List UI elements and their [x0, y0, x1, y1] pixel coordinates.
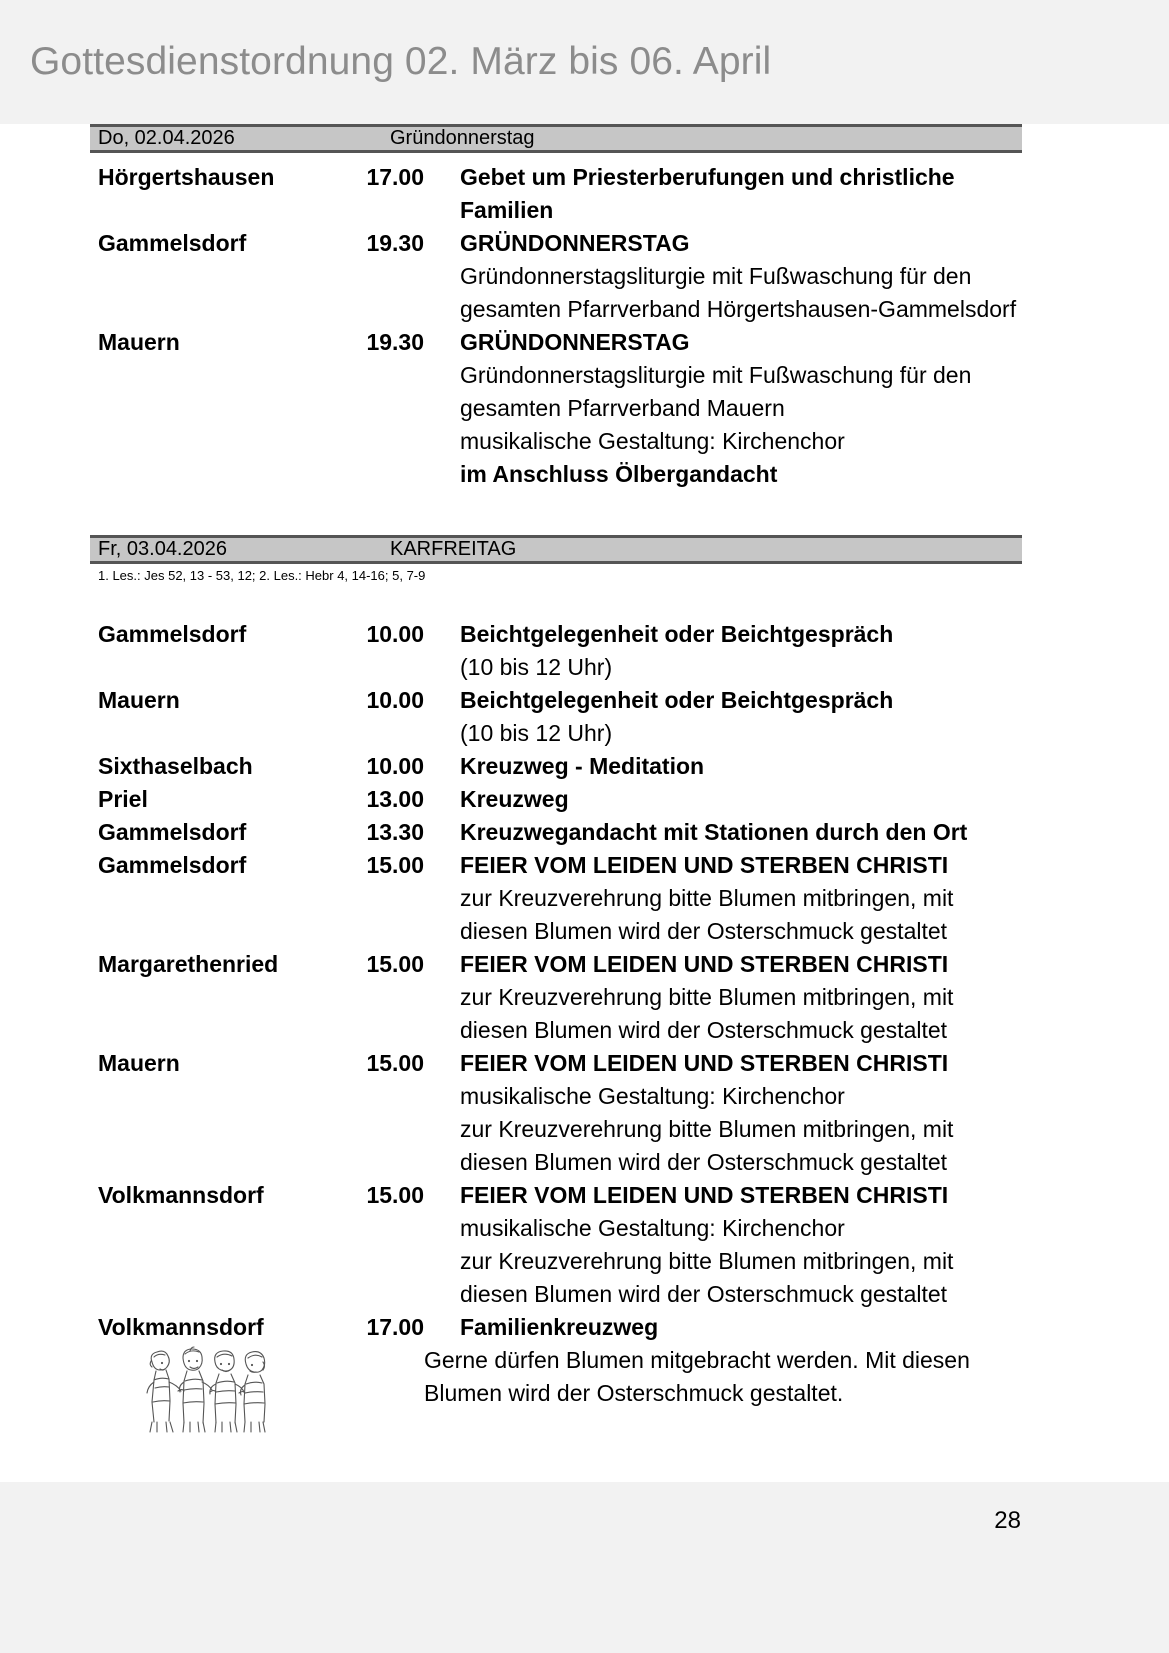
- service-title: Kreuzweg: [460, 785, 569, 812]
- service-time: 19.30: [366, 230, 424, 256]
- service-time: 13.00: [366, 785, 424, 812]
- service-title: Kreuzweg - Meditation: [460, 752, 705, 779]
- service-note: Gerne dürfen Blumen mitgebracht werden. Mit diesen Blumen wird der Osterschmuck gestaltet.: [424, 1346, 970, 1406]
- children-group-illustration: [138, 1344, 266, 1440]
- page-number: 28: [994, 1507, 1021, 1534]
- service-row: [90, 684, 1022, 750]
- service-place: Mauern: [98, 686, 180, 713]
- service-time: 17.00: [366, 164, 424, 190]
- service-place: Gammelsdorf: [98, 620, 247, 647]
- service-place: Gammelsdorf: [98, 818, 247, 845]
- service-title: FEIER VOM LEIDEN UND STERBEN CHRISTI: [460, 1049, 949, 1076]
- service-place: Hörgertshausen: [98, 164, 275, 190]
- service-row: [90, 783, 1022, 816]
- service-place: Margarethenried: [98, 950, 279, 977]
- service-row: [90, 948, 1022, 1047]
- service-detail: [424, 948, 1022, 1047]
- service-detail: [424, 326, 1022, 491]
- document-body: [0, 124, 1169, 1440]
- spacer: [90, 491, 1022, 535]
- day-header-bar: [90, 535, 1022, 564]
- service-detail: [424, 161, 1022, 227]
- service-place: Volkmannsdorf: [98, 1313, 264, 1340]
- service-detail: [424, 1311, 1022, 1344]
- service-place: Mauern: [98, 329, 180, 355]
- spacer: [90, 584, 1022, 618]
- service-bold-note: im Anschluss Ölbergandacht: [460, 461, 778, 487]
- service-note: musikalische Gestaltung: Kirchenchor: [460, 1082, 845, 1109]
- service-row: [90, 161, 1022, 227]
- service-title: FEIER VOM LEIDEN UND STERBEN CHRISTI: [460, 950, 949, 977]
- service-time: 15.00: [366, 950, 424, 977]
- service-time: 17.00: [366, 1313, 424, 1340]
- day-header-bar: [90, 124, 1022, 153]
- page-footer: [0, 1482, 1169, 1653]
- service-note: (10 bis 12 Uhr): [460, 719, 613, 746]
- service-place: Volkmannsdorf: [98, 1181, 264, 1208]
- service-title: FEIER VOM LEIDEN UND STERBEN CHRISTI: [460, 851, 949, 878]
- service-row: [90, 1311, 1022, 1344]
- service-note: musikalische Gestaltung: Kirchenchor: [460, 1214, 845, 1241]
- service-detail: [424, 1047, 1022, 1179]
- service-time: 15.00: [366, 1049, 424, 1076]
- service-title: Gebet um Priesterberufungen und christliche Familien: [460, 164, 955, 223]
- illustration-column: [90, 1344, 424, 1440]
- service-row: [90, 849, 1022, 948]
- service-note: zur Kreuzverehrung bitte Blumen mitbringen, mit diesen Blumen wird der Osterschmuck gestaltet: [460, 884, 954, 944]
- service-detail: [424, 684, 1022, 750]
- service-title: Kreuzwegandacht mit Stationen durch den Ort: [460, 818, 968, 845]
- service-detail: [424, 227, 1022, 326]
- service-note: Gründonnerstagsliturgie mit Fußwaschung für den gesamten Pfarrverband Hörgertshausen-Gammelsdorf: [460, 263, 1017, 322]
- service-detail: [424, 783, 1022, 816]
- day-date: Do, 02.04.2026: [98, 127, 235, 149]
- service-title: FEIER VOM LEIDEN UND STERBEN CHRISTI: [460, 1181, 949, 1208]
- service-title: GRÜNDONNERSTAG: [460, 230, 690, 256]
- service-detail: [424, 816, 1022, 849]
- day-readings: 1. Les.: Jes 52, 13 - 53, 12; 2. Les.: Hebr 4, 14-16; 5, 7-9: [98, 568, 426, 583]
- service-row: [90, 816, 1022, 849]
- service-place: Mauern: [98, 1049, 180, 1076]
- service-title: GRÜNDONNERSTAG: [460, 329, 690, 355]
- service-note: Gründonnerstagsliturgie mit Fußwaschung für den gesamten Pfarrverband Mauern: [460, 362, 972, 421]
- schedule-content: [90, 124, 1022, 1440]
- service-row: [90, 326, 1022, 491]
- service-time: 15.00: [366, 1181, 424, 1208]
- service-note: musikalische Gestaltung: Kirchenchor: [460, 428, 845, 454]
- spacer: [90, 153, 1022, 161]
- service-time: 19.30: [366, 329, 424, 355]
- service-detail: [424, 1179, 1022, 1311]
- service-place: Gammelsdorf: [98, 851, 247, 878]
- service-time: 10.00: [366, 620, 424, 647]
- service-title: Familienkreuzweg: [460, 1313, 659, 1340]
- service-row: [90, 1047, 1022, 1179]
- service-row: [90, 750, 1022, 783]
- service-time: 10.00: [366, 752, 424, 779]
- service-place: Priel: [98, 785, 148, 812]
- service-note: zur Kreuzverehrung bitte Blumen mitbringen, mit diesen Blumen wird der Osterschmuck gestaltet: [460, 983, 954, 1043]
- day-name: Gründonnerstag: [390, 127, 535, 149]
- service-detail: [424, 618, 1022, 684]
- service-note: zur Kreuzverehrung bitte Blumen mitbringen, mit diesen Blumen wird der Osterschmuck gestaltet: [460, 1247, 954, 1307]
- service-detail: [424, 750, 1022, 783]
- service-detail: [424, 1344, 1022, 1410]
- illustration-row: [90, 1344, 1022, 1440]
- service-place: Gammelsdorf: [98, 230, 247, 256]
- day-date: Fr, 03.04.2026: [98, 538, 227, 560]
- service-time: 13.30: [366, 818, 424, 845]
- service-place: Sixthaselbach: [98, 752, 253, 779]
- service-row: [90, 1179, 1022, 1311]
- service-note: zur Kreuzverehrung bitte Blumen mitbringen, mit diesen Blumen wird der Osterschmuck gestaltet: [460, 1115, 954, 1175]
- service-time: 10.00: [366, 686, 424, 713]
- service-detail: [424, 849, 1022, 948]
- service-row: [90, 618, 1022, 684]
- page-title: Gottesdienstordnung 02. März bis 06. April: [30, 40, 772, 83]
- page-header: [0, 0, 1169, 124]
- service-time: 15.00: [366, 851, 424, 878]
- day-name: KARFREITAG: [390, 538, 517, 560]
- service-title: Beichtgelegenheit oder Beichtgespräch: [460, 620, 894, 647]
- service-row: [90, 227, 1022, 326]
- service-note: (10 bis 12 Uhr): [460, 653, 613, 680]
- service-title: Beichtgelegenheit oder Beichtgespräch: [460, 686, 894, 713]
